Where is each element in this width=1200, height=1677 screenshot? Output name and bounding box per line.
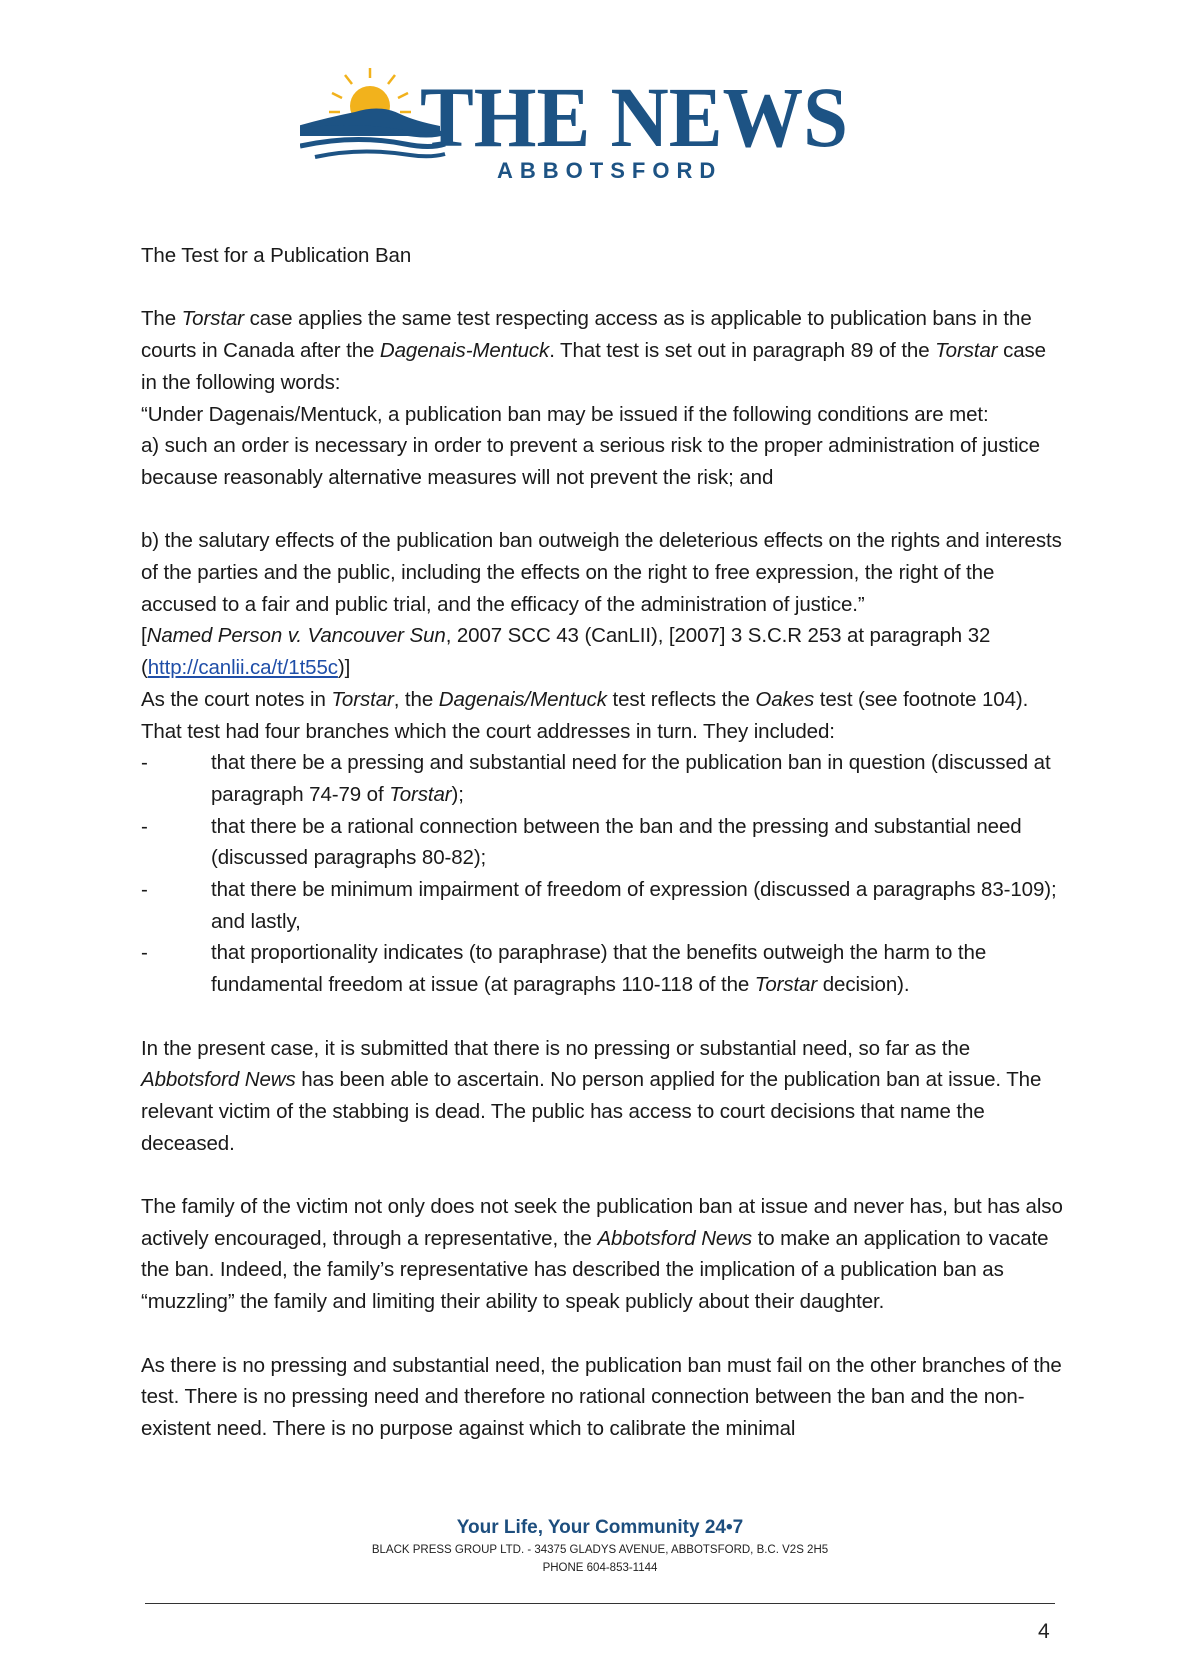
bullet-text: that proportionality indicates (to paraphrase) that the benefits outweigh the harm to the fundamental freedom at issue (at paragraphs 110-118 of the Torstar decision). xyxy=(211,941,987,997)
footer-phone: PHONE 604-853-1144 xyxy=(542,1562,658,1574)
section-heading: The Test for a Publication Ban xyxy=(141,244,412,267)
bullet-dash: - xyxy=(141,814,148,838)
condition-b: b) the salutary effects of the publication ban outweigh the deleterious effects on the rights and interests of the parties and the public, including the effects on the right to free expression, the right of the accused to a fair and public trial, and the efficacy of the administration of justice.” xyxy=(141,529,1062,616)
case-name: Dagenais-Mentuck xyxy=(379,339,550,363)
list-item xyxy=(141,811,1066,874)
newspaper-logo xyxy=(300,66,900,196)
canlii-link[interactable]: http://canlii.ca/t/1t55c xyxy=(147,656,338,680)
publication-name: Abbotsford News xyxy=(141,1068,296,1092)
bullet-text: that there be a pressing and substantial need for the publication ban in question (discussed at paragraph 74-79 of Torstar); xyxy=(211,751,1051,806)
case-name: Named Person v. Vancouver Sun xyxy=(146,624,446,648)
paragraph-conclusion: As there is no pressing and substantial need, the publication ban must fail on the other branches of the test. There is no pressing need and therefore no rational connection between the ban and the non-existent need. There is no purpose against which to calibrate the minimal xyxy=(141,1353,1062,1440)
bullet-dash: - xyxy=(141,878,148,902)
case-name: Torstar xyxy=(181,307,244,331)
case-name: Oakes xyxy=(755,687,815,711)
list-item xyxy=(141,874,1066,937)
paragraph-oakes-test: As the court notes in Torstar, the Dagenais/Mentuck test reflects the Oakes test (see footnote 104). That test had four branches which the court addresses in turn. They included: xyxy=(141,687,1029,743)
list-item xyxy=(141,747,1066,810)
case-name: Torstar xyxy=(935,339,998,363)
bullet-text: that there be a rational connection between the ban and the pressing and substantial need (discussed paragraphs 80-82); xyxy=(211,814,1022,870)
document-body xyxy=(141,240,1066,1445)
condition-a: a) such an order is necessary in order to prevent a serious risk to the proper administration of justice because reasonably alternative measures will not prevent the risk; and xyxy=(141,434,1040,489)
paragraph-family: The family of the victim not only does not seek the publication ban at issue and never has, but has also actively encouraged, through a representative, the Abbotsford News to make an application to vacate the ban. Indeed, the family’s representative has described the implication of a publication ban as “muzzling” the family and limiting their ability to speak publicly about their daughter. xyxy=(141,1195,1063,1314)
list-item xyxy=(141,937,1066,1000)
page-number: 4 xyxy=(1038,1620,1050,1643)
case-name: Torstar xyxy=(331,687,394,711)
footer-divider xyxy=(145,1603,1055,1604)
logo-title: THE NEWS xyxy=(420,69,848,165)
case-name: Dagenais/Mentuck xyxy=(438,687,607,711)
footer-address: BLACK PRESS GROUP LTD. - 34375 GLADYS AVENUE, ABBOTSFORD, B.C. V2S 2H5 xyxy=(371,1544,829,1556)
bullet-dash: - xyxy=(141,751,148,775)
logo-subtitle: ABBOTSFORD xyxy=(497,158,723,183)
footer-tagline: Your Life, Your Community 24•7 xyxy=(456,1517,744,1538)
logo-graphic xyxy=(300,66,900,196)
citation: [Named Person v. Vancouver Sun, 2007 SCC 43 (CanLII), [2007] 3 S.C.R 253 at paragraph 32 (http://canlii.ca/t/1t55c)] xyxy=(141,624,991,680)
publication-name: Abbotsford News xyxy=(597,1226,753,1250)
paragraph-torstar-test: The Torstar case applies the same test respecting access as is applicable to publication bans in the courts in Canada after the Dagenais-Mentuck. That test is set out in paragraph 89 of the Torstar case in the following words: xyxy=(141,307,1046,394)
page-footer xyxy=(0,1515,1200,1577)
bullet-dash: - xyxy=(141,941,148,965)
bullet-text: that there be minimum impairment of freedom of expression (discussed a paragraphs 83-109); and lastly, xyxy=(211,878,1057,933)
paragraph-present-case: In the present case, it is submitted that there is no pressing or substantial need, so far as the Abbotsford News has been able to ascertain. No person applied for the publication ban at issue. The relevant victim of the stabbing is dead. The public has access to court decisions that name the deceased. xyxy=(141,1036,1042,1155)
quote-intro: “Under Dagenais/Mentuck, a publication ban may be issued if the following conditions are met: xyxy=(141,402,989,426)
